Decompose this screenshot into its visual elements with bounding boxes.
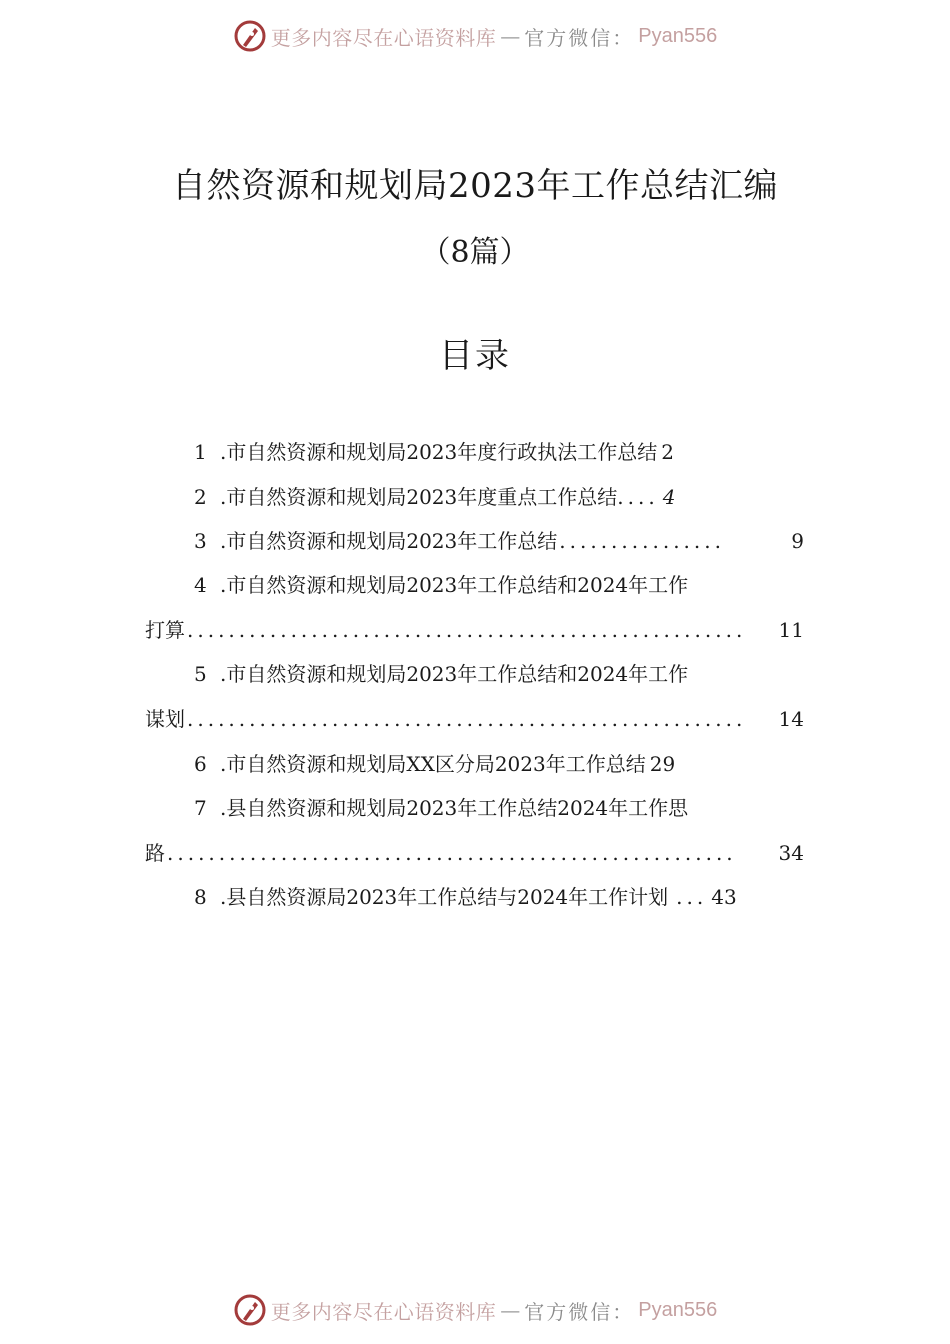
toc-entry-number: 2 [194,485,207,509]
toc-entry-leaders: ...................................................... [187,618,747,642]
toc-entry-number: 3 [194,529,207,553]
toc-entry-leaders: ...................................................... [187,707,747,731]
toc-entry-5[interactable] [194,660,688,688]
toc-entry-leaders: ... [676,885,708,909]
banner-wechat-id: Pyan556 [638,1298,718,1321]
banner-text: 更多内容尽在心语资料库 [270,1299,497,1324]
toc-entry-text-cont: 谋划 [145,707,185,731]
toc-entry-leaders: ....................................................... [167,841,737,865]
toc-entry-number: 1 [194,440,207,464]
toc-entry-page: 11 [778,618,804,642]
toc-entry-5-continuation[interactable] [145,705,804,733]
toc-entry-text-cont: 打算 [145,618,185,642]
toc-entry-page: 4 [662,485,676,509]
toc-entry-page: 43 [711,885,737,909]
toc-entry-text: .市自然资源和规划局2023年度行政执法工作总结 [220,440,658,464]
toc-entry-7[interactable] [194,794,688,822]
banner-content [233,19,717,53]
banner-separator: — [500,24,521,48]
toc-entry-text-cont: 路 [145,841,165,865]
banner-text: 更多内容尽在心语资料库 [270,25,497,50]
toc-entry-leaders: ................ [559,529,725,553]
toc-entry-text: .市自然资源和规划局XX区分局2023年工作总结 [220,752,646,776]
toc-entry-page: 34 [778,841,804,865]
toc-entry-number: 6 [194,752,207,776]
toc-heading: 目录 [439,336,511,376]
toc-entry-text: .县自然资源和规划局2023年工作总结2024年工作思 [220,796,689,820]
banner-separator: — [500,1298,521,1322]
toc-entry-text: .县自然资源局2023年工作总结与2024年工作计划 [220,885,669,909]
document-subtitle: （8篇） [420,235,530,270]
toc-entry-number: 4 [194,573,207,597]
toc-entry-text: .市自然资源和规划局2023年工作总结和2024年工作 [220,573,689,597]
banner-wechat-label: 官方微信： [524,25,635,50]
toc-entry-page: 9 [791,529,804,553]
document-title: 自然资源和规划局2023年工作总结汇编 [171,166,779,206]
pen-nib-circle-icon [233,1293,267,1327]
toc-entry-page: 14 [778,707,804,731]
toc-entry-4-continuation[interactable] [145,616,804,644]
toc-entry-6[interactable] [194,750,675,778]
banner-wechat-label: 官方微信： [524,1299,635,1324]
toc-entry-text: .市自然资源和规划局2023年工作总结和2024年工作 [220,662,689,686]
toc-entry-leaders: .... [617,485,659,509]
banner-content [233,1293,717,1327]
toc-entry-number: 8 [194,885,207,909]
toc-entry-3[interactable] [194,527,804,555]
toc-entry-2[interactable] [194,483,675,511]
toc-entry-text: .市自然资源和规划局2023年度重点工作总结 [220,485,618,509]
toc-entry-7-continuation[interactable] [145,839,804,867]
toc-entry-page: 2 [661,440,674,464]
banner-wechat-id: Pyan556 [638,24,718,47]
toc-entry-number: 5 [194,662,207,686]
toc-entry-page: 29 [649,752,676,776]
toc-entry-number: 7 [194,796,207,820]
toc-entry-4[interactable] [194,571,688,599]
pen-nib-circle-icon [233,19,267,53]
footer-watermark-banner [0,1290,950,1330]
toc-entry-1[interactable] [194,438,674,466]
toc-entry-text: .市自然资源和规划局2023年工作总结 [220,529,558,553]
toc-entry-8[interactable] [194,883,737,911]
header-watermark-banner [0,16,950,56]
